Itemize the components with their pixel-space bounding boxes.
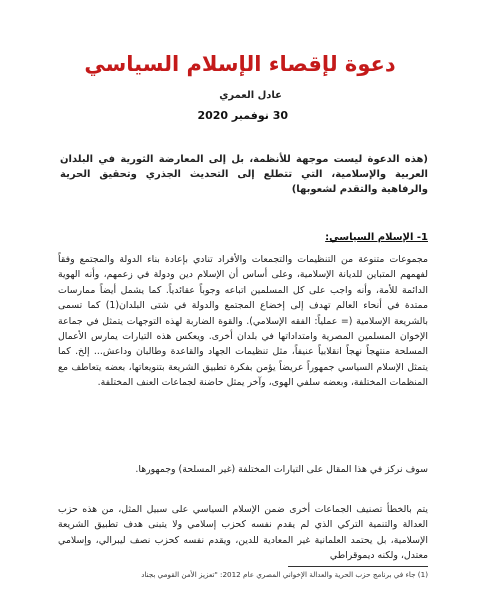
body-paragraph-1: مجموعات متنوعة من التنظيمات والتجمعات والأفراد تنادي بإعادة بناء الدولة والمجتمع وفقاً لفهمهم المتباين للديانة الإسلامية، وعلى أساس أن الإسلام دين ودولة في زعمهم، وأنه الهوية الدائمة للأمة، وأنه واجب على كل المسلمين اتباعه وجوباً عقائدياً. كما يشمل أيضاً ممارسات ممتدة في أنحاء العالم تهدف إلى إخضاع المجتمع والدولة في شتى البلدان(1) كما تسمى بالشريعة الإسلامية (= عملياً: الفقه الإسلامي). والقوة الضاربة لهذه التوجهات يتمثل في جماعة الإخوان المسلمين المصرية وامتداداتها في بلدان أخرى. ويعكس هذه التيارات يمارس الأعمال المسلحة منتهجاً نهجاً انقلابياً عنيفاً، مثل تنظيمات الجهاد والقاعدة وطالبان وداعش... إلخ. كما يتمثل الإسلام السياسي جمهوراً عريضاً يؤمن بفكرة تطبيق الشريعة بتنويعاتها، بعضه يتعاطف مع المنظمات المختلفة، وبعضه سلفي الهوى، وآخر يمثل حاضنة لجماعات العنف المختلفة. [58, 254, 428, 389]
abstract-note: (هذه الدعوة ليست موجهة للأنظمة، بل إلى المعارضة الثورية في البلدان العربية والإسلامية، التي تتطلع إلى التحديث الجذري وتحقيق الحرية والرفاهية والتقدم لشعوبها) [60, 154, 428, 195]
author-name: عادل العمري [219, 90, 282, 101]
section-heading: 1- الإسلام السياسي: [325, 232, 428, 243]
body-paragraph-3: يتم بالخطأ تصنيف الجماعات أخرى ضمن الإسلام السياسي على سبيل المثل، من هذه حزب العدالة والتنمية التركي الذي لم يقدم نفسه كحزب إسلامي ولا يتبنى هدف تطبيق الشريعة الإسلامية، بل يحتمد العلمانية غير المعادية للدين، ويقدم نفسه كحزب نصف ليبرالي، وإسلامي معتدل، ولكنه ديموقراطي [58, 504, 428, 562]
document-title: دعوة لإقصاء الإسلام السياسي [84, 52, 396, 76]
footnote: (1) جاء في برنامج حزب الحرية والعدالة الإخواني المصري عام 2012: "تعزيز الأمن القومي بجناد [141, 570, 428, 579]
footnote-divider [288, 566, 428, 567]
body-paragraph-2: سوف نركز في هذا المقال على التيارات المختلفة (غير المسلحة) وجمهورها. [135, 464, 428, 475]
publication-date: 30 نوفمبر 2020 [197, 109, 288, 122]
